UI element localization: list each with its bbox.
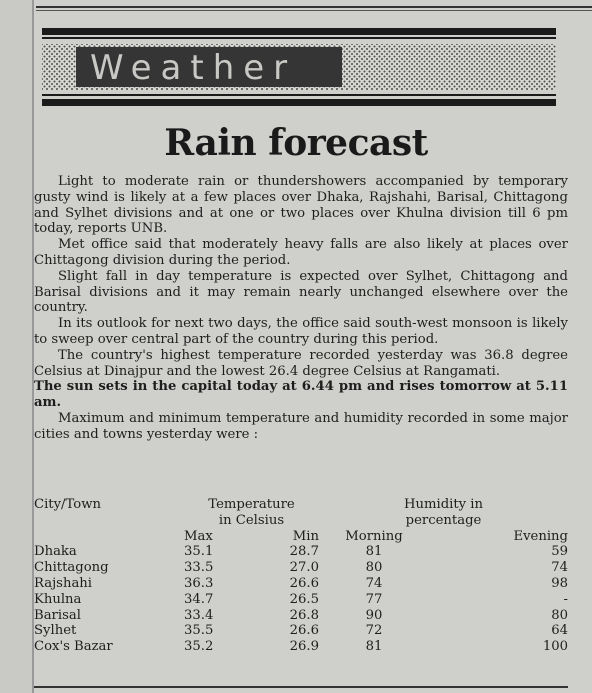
min-cell: 27.0 [289,560,319,576]
article-body [34,174,568,443]
table-row [34,608,568,624]
morning-cell: 81 [365,544,383,560]
max-cell: 33.4 [184,607,214,623]
table-row [34,544,568,560]
city-cell: Sylhet [34,623,77,639]
weather-table [34,497,568,655]
header-humidity [319,497,568,513]
evening-cell: 80 [551,607,568,623]
min-cell: 26.5 [289,591,319,607]
city-cell: Chittagong [34,560,109,576]
paragraph: Met office said that moderately heavy falls are also likely at places over Chittagong division during the period. [34,237,568,268]
table-row [34,623,568,639]
header-max: Max [184,528,213,544]
min-cell: 28.7 [289,544,319,560]
header-temperature-line2: in Celsius [218,512,285,528]
header-humidity-line2: percentage [405,512,482,528]
table-header-row [34,497,568,513]
max-cell: 35.5 [184,623,214,639]
header-rule-bottom [42,99,556,106]
max-cell: 36.3 [184,575,214,591]
top-rule-thin [36,10,592,11]
city-cell: Dhaka [34,544,77,560]
min-cell: 26.8 [289,607,319,623]
max-cell: 35.1 [184,544,214,560]
morning-cell: 81 [365,639,383,655]
header-temperature-line1: Temperature [208,497,295,512]
section-label: Weather [90,48,297,88]
paragraph: In its outlook for next two days, the office said south-west monsoon is likely to sweep over central part of the country during this period. [34,316,568,347]
header-rule-top [42,28,556,35]
max-cell: 34.7 [184,591,214,607]
table-intro: Maximum and minimum temperature and humidity recorded in some major cities and towns yesterday were : [34,410,568,442]
header-rule-bottom-thin [42,94,556,96]
morning-cell: 77 [365,591,383,607]
header-evening: Evening [513,528,568,544]
header-temperature [184,497,319,513]
morning-cell: 80 [365,560,383,576]
evening-cell: 59 [551,544,568,560]
city-cell: Barisal [34,607,81,623]
min-cell: 26.6 [289,623,319,639]
header-morning: Morning [345,528,403,544]
evening-cell: 100 [542,639,568,655]
header-city: City/Town [34,497,101,512]
min-cell: 26.6 [289,575,319,591]
header-min: Min [292,528,319,544]
paragraph: The country's highest temperature recorded yesterday was 36.8 degree Celsius at Dinajpur and the lowest 26.4 degree Celsius at Rangamati. [34,347,568,379]
table-row [34,639,568,655]
morning-cell: 72 [365,623,383,639]
min-cell: 26.9 [289,639,319,655]
header-rule-top-thin [42,37,556,39]
max-cell: 35.2 [184,639,214,655]
evening-cell: - [563,591,568,607]
table-row [34,560,568,576]
evening-cell: 74 [551,560,568,576]
sun-note: The sun sets in the capital today at 6.44 pm and rises tomorrow at 5.11 am. [34,379,568,411]
city-cell: Khulna [34,591,82,607]
morning-cell: 90 [365,607,383,623]
city-cell: Cox's Bazar [34,639,113,655]
paragraph: Light to moderate rain or thundershowers accompanied by temporary gusty wind is likely at a few places over Dhaka, Rajshahi, Barisal, Chittagong and Sylhet divisions and at one or two places over Khulna division till 6 pm today, reports UNB. [34,174,568,237]
paragraph: Slight fall in day temperature is expected over Sylhet, Chittagong and Barisal divisions and it may remain nearly unchanged elsewhere over the country. [34,268,568,316]
header-humidity-line1: Humidity in [403,497,484,512]
evening-cell: 64 [551,623,568,639]
table-row [34,592,568,608]
max-cell: 33.5 [184,560,214,576]
table-subheader-row [34,529,568,545]
table-row [34,576,568,592]
bottom-rule [34,686,568,688]
top-rule [36,6,592,8]
morning-cell: 74 [365,575,383,591]
city-cell: Rajshahi [34,575,93,591]
headline: Rain forecast [164,122,428,164]
table-header-row [34,513,568,529]
evening-cell: 98 [551,575,568,591]
